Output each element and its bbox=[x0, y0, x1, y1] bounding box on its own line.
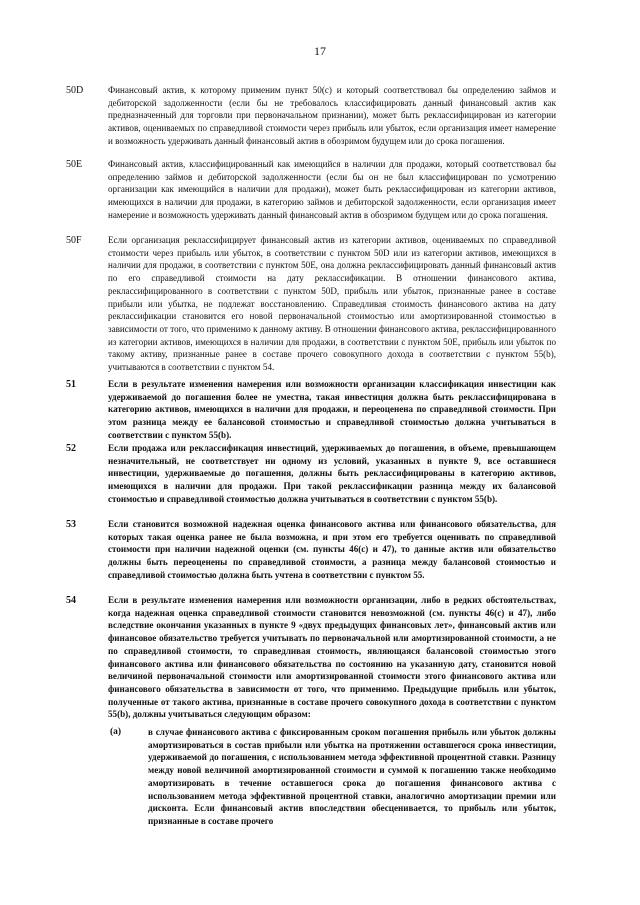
page-number: 17 bbox=[314, 44, 326, 58]
paragraph-text: Если организация реклассифицирует финансовый актив из категории активов, оцениваемых по справедливой стоимости через прибыль или убыток, в соответствии с пунктом 50D или из категории активов, имеющихся в наличии для продажи, в соответствии с пунктом 50E, она должна реклассифицировать данный финансовый актив по его справедливой стоимости на дату реклассификации. В отношении финансового актива, реклассифицированного в соответствии с пунктом 50D, прибыль или убыток, признанные ранее в составе прибыли или убытка, не подлежат восстановлению. Справедливая стоимость финансового актива на дату реклассификации становится его новой первоначальной стоимостью или амортизированной стоимостью в зависимости от того, что применимо к данному активу. В отношении финансового актива, реклассифицированного из категории активов, имеющихся в наличии для продажи, в соответствии с пунктом 50E, прибыль или убыток по такому активу, признанные ранее в составе прочего совокупного дохода в соответствии с пунктом 55(b), учитываются в соответствии с пунктом 54. bbox=[108, 235, 556, 373]
paragraph-number: 54 bbox=[66, 595, 76, 606]
paragraph-number: 52 bbox=[66, 443, 76, 454]
paragraph-text: Если в результате изменения намерения или возможности организации, либо в редких обстоятельствах, когда надежная оценка справедливой стоимости становится невозможной (см. пункты 46(с) и 47), либо вследствие окончания указанных в пункте 9 «двух предыдущих финансовых лет», финансовый актив или финансовое обязательство требуется учитывать по первоначальной или амортизированной стоимости, а не по справедливой стоимости, то справедливая стоимость, являющаяся балансовой стоимостью этого финансового актива или финансового обязательства по состоянию на указанную дату, становится новой величиной первоначальной стоимости или амортизированной стоимости этого финансового актива или финансового обязательства в зависимости от того, что применимо. Предыдущие прибыль или убыток, полученные от такого актива, признанные в составе прочего совокупного дохода в соответствии с пунктом 55(b), должны учитываться следующим образом: bbox=[108, 595, 556, 720]
paragraph-number: 50E bbox=[66, 159, 83, 170]
paragraph-text: Если в результате изменения намерения или возможности организации классификация инвестиции как удерживаемой до погашения более не уместна, такая инвестиция должна быть реклассифицирована в категорию активов, имеющихся в наличии для продажи, и переоценена по справедливой стоимости. При этом разница между ее балансовой стоимостью и справедливой стоимостью должна учитываться в соответствии с пунктом 55(b). bbox=[108, 379, 556, 440]
paragraph-number: 53 bbox=[66, 519, 76, 530]
paragraph-number: 51 bbox=[66, 379, 76, 390]
paragraph-text: Финансовый актив, к которому применим пункт 50(с) и который соответствовал бы определению займов и дебиторской задолженности (если бы не требовалось классифицировать данный финансовый актив как предназначенный для торговли при первоначальном признании), может быть реклассифицирован из категории активов, оцениваемых по справедливой стоимости через прибыль или убыток, если организация имеет намерение и возможность удерживать данный финансовый актив в обозримом будущем или до срока погашения. bbox=[108, 85, 556, 146]
paragraph-text: Если становится возможной надежная оценка финансового актива или финансового обязательства, для которых такая оценка ранее не была возможна, и при этом его требуется оценивать по справедливой стоимости при наличии надежной оценки (см. пункты 46(с) и 47), то данные актив или обязательство должны быть переоценены по справедливой стоимости, а разница между балансовой стоимостью и справедливой стоимостью должна быть учтена в соответствии с пунктом 55. bbox=[108, 519, 556, 580]
subparagraph-text: в случае финансового актива с фиксированным сроком погашения прибыль или убыток должны амортизироваться в состав прибыли или убытка на протяжении оставшегося срока инвестиции, удерживаемой до погашения, с использованием метода эффективной процентной ставки. Разницу между новой величиной амортизированной стоимости и суммой к погашению также необходимо амортизировать в течение оставшегося срока до погашения финансового актива с использованием метода эффективной процентной ставки, аналогично амортизации премии или дисконта. Если финансовый актив впоследствии обесценивается, то прибыль или убыток, признанные в составе прочего bbox=[148, 727, 556, 826]
paragraph-text: Финансовый актив, классифицированный как имеющийся в наличии для продажи, который соответствовал бы определению займов и дебиторской задолженности (если бы он не был классифицирован по усмотрению организации как имеющийся в наличии для продажи), может быть реклассифицирован из категории активов, имеющихся в наличии для продажи, в категорию займов и дебиторской задолженности, если организация имеет намерение и возможность удерживать данный финансовый актив в обозримом будущем или до срока погашения. bbox=[108, 159, 556, 220]
paragraph-number: 50F bbox=[66, 235, 82, 246]
paragraph-number: 50D bbox=[66, 85, 84, 96]
paragraph-text: Если продажа или реклассификация инвестиций, удерживаемых до погашения, в объеме, превышающем незначительный, не соответствует ни одному из условий, указанных в пункте 9, все оставшиеся инвестиции, удерживаемые до погашения, должны быть реклассифицированы в категорию активов, имеющихся в наличии для продажи. При такой реклассификации разница между их балансовой стоимостью и справедливой стоимостью должна учитываться в соответствии с пунктом 55(b). bbox=[108, 443, 556, 504]
subparagraph-number: (a) bbox=[110, 727, 122, 737]
